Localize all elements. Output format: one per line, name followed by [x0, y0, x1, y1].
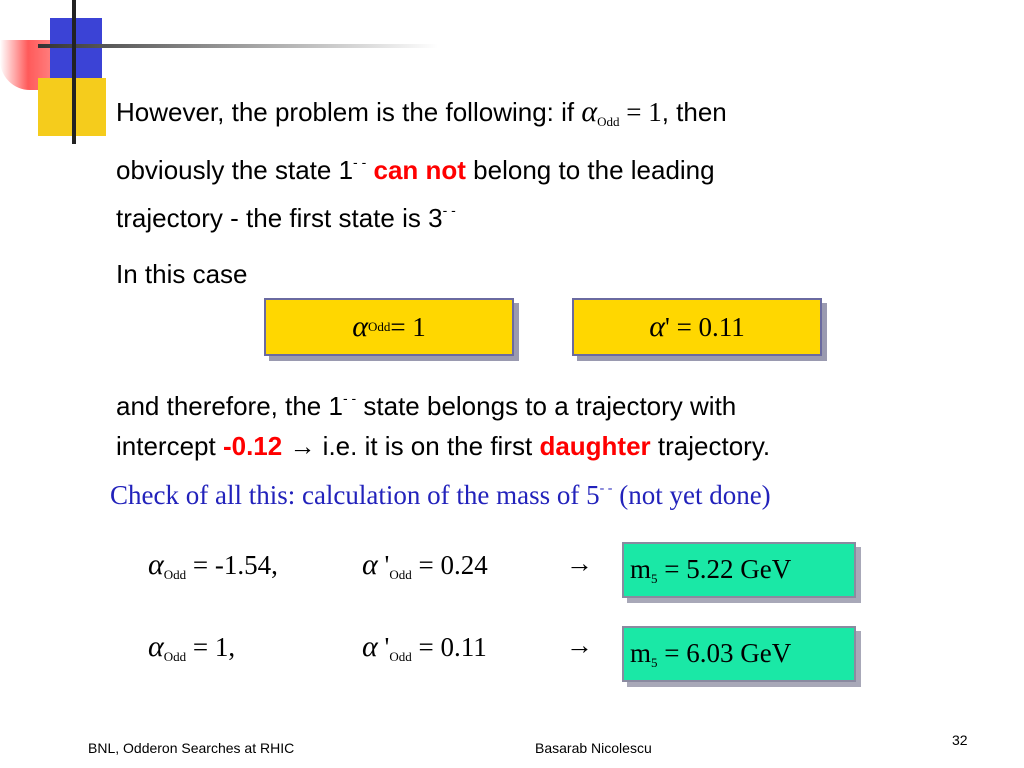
equation-row-1-prime: α '$_{Odd} = 0.24$ [362, 548, 488, 582]
corner-decoration-horizontal-line [38, 44, 438, 48]
therefore-paragraph: and therefore, the 1- - state belongs to a trajectory with intercept -0.12 → i.e. it is on the first daughter trajectory. [116, 390, 771, 461]
footer-author: Basarab Nicolescu [535, 740, 652, 756]
alpha-symbol: α [581, 95, 598, 128]
mass-result-box-2: $m_5 = 6.03$ GeV [622, 626, 856, 682]
arrow-right-icon: → [289, 432, 316, 461]
alpha-symbol: α [148, 548, 164, 581]
alpha-symbol: α [148, 630, 164, 663]
equation-row-2-prime: α '$_{Odd} = 0.11$ [362, 630, 487, 664]
page-number: 32 [952, 732, 968, 748]
alpha-symbol: α [362, 630, 378, 663]
in-this-case-label: In this case [116, 259, 248, 289]
problem-paragraph: However, the problem is the following: if $\alpha_{Odd} = 1$, then obviously the state 1- - can not belong to the leading trajectory - the first state is 3- - [116, 95, 727, 233]
alpha-odd-box: α Odd = 1 [264, 298, 514, 356]
alpha-symbol: α [362, 548, 378, 581]
arrow-right-icon: → [566, 548, 593, 578]
footer-left: BNL, Odderon Searches at RHIC [88, 740, 295, 756]
corner-decoration-blue [50, 18, 102, 78]
alpha-prime-box: α ' = 0.11 [572, 298, 822, 356]
alpha-symbol: α [352, 310, 368, 343]
daughter-emphasis: daughter [539, 431, 651, 461]
corner-decoration-vertical-line [72, 0, 76, 144]
arrow-right-icon: → [566, 630, 593, 660]
mass-result-box-1: $m_5 = 5.22$ GeV [622, 542, 856, 598]
check-line: Check of all this: calculation of the mass of 5- - (not yet done) [110, 480, 771, 510]
alpha-symbol: α [649, 310, 665, 343]
cannot-emphasis: can not [373, 155, 466, 185]
equation-row-2: $\alpha_{Odd} = 1$, [148, 630, 236, 664]
intercept-value: -0.12 [222, 431, 283, 461]
equation-row-1: $\alpha_{Odd} = -1.54$, [148, 548, 278, 582]
